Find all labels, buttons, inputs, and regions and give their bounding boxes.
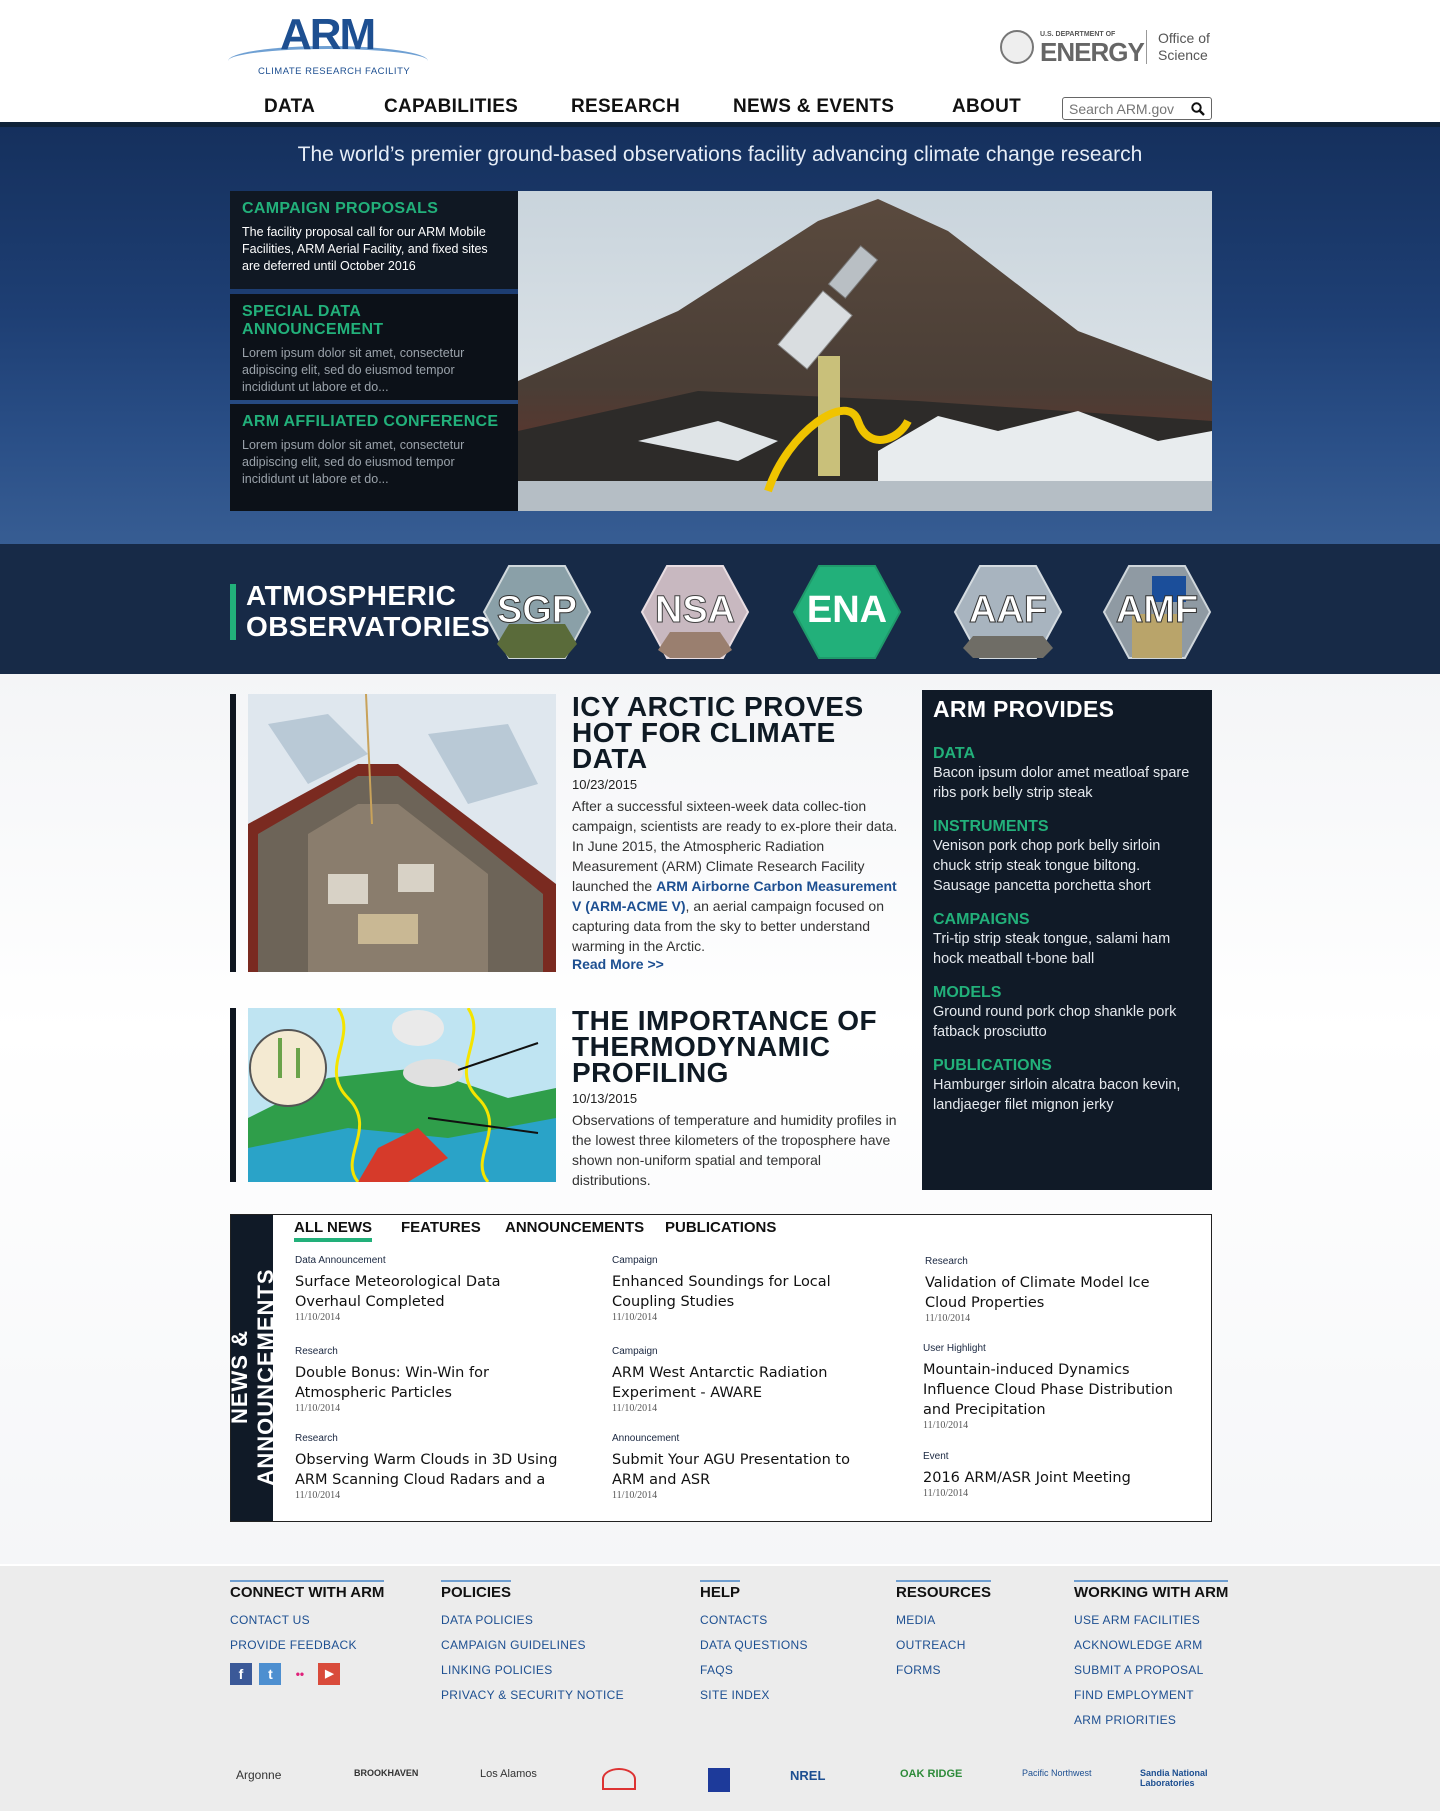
arm-acme-link[interactable]: ARM Airborne Carbon Measurement V (ARM-ACME V) [572, 878, 897, 914]
provides-item-models[interactable] [933, 984, 1201, 1042]
slide-text: Lorem ipsum dolor sit amet, consectetur adipiscing elit, sed do eiusmod tempor incididunt ut labore et do... [242, 346, 465, 394]
news-title[interactable]: Double Bonus: Win-Win for Atmospheric Particles [295, 1365, 489, 1401]
nav-about[interactable]: ABOUT [952, 96, 1022, 117]
news-item[interactable] [923, 1343, 1193, 1431]
partner-lab-logo-icon[interactable] [602, 1768, 636, 1790]
provides-text: Hamburger sirloin alcatra bacon kevin, landjaeger filet mignon jerky [933, 1077, 1181, 1113]
partner-labs [230, 1762, 1212, 1802]
site-aaf[interactable] [953, 564, 1063, 660]
news-title[interactable]: ARM West Antarctic Radiation Experiment - AWARE [612, 1365, 828, 1401]
news-item[interactable] [295, 1433, 565, 1501]
logo-subtitle: CLIMATE RESEARCH FACILITY [258, 66, 411, 77]
footer-link-contact-us[interactable]: CONTACT US [230, 1613, 310, 1627]
partner-los-alamos[interactable]: Los Alamos [480, 1768, 537, 1780]
article-accent-bar [230, 694, 236, 972]
news-item[interactable] [923, 1451, 1193, 1499]
site-header [0, 0, 1440, 124]
footer-link[interactable]: CONTACTS [700, 1613, 768, 1627]
footer-link[interactable]: SITE INDEX [700, 1688, 770, 1702]
footer-link[interactable]: ARM PRIORITIES [1074, 1713, 1177, 1727]
doe-divider [1146, 30, 1147, 64]
news-title[interactable]: Enhanced Soundings for Local Coupling Studies [612, 1274, 831, 1310]
tab-announcements[interactable]: ANNOUNCEMENTS [505, 1219, 645, 1236]
footer-col-help [700, 1580, 808, 1702]
site-label: NSA [654, 589, 736, 631]
footer-link[interactable]: FAQS [700, 1663, 734, 1677]
slide-title: SPECIAL DATA ANNOUNCEMENT [242, 303, 384, 338]
doe-logo[interactable] [1000, 28, 1215, 68]
news-date: 11/10/2014 [612, 1312, 658, 1323]
facebook-icon[interactable]: f [230, 1663, 252, 1685]
featured-article-1 [230, 691, 898, 972]
footer-link-feedback[interactable]: PROVIDE FEEDBACK [230, 1638, 357, 1652]
nav-research[interactable]: RESEARCH [571, 96, 681, 117]
partner-nrel[interactable]: NREL [790, 1768, 826, 1783]
footer-heading: WORKING WITH ARM [1074, 1580, 1228, 1601]
site-label: AAF [968, 589, 1048, 631]
news-item[interactable] [295, 1255, 565, 1323]
footer-col-policies [441, 1580, 624, 1702]
news-title[interactable]: Submit Your AGU Presentation to ARM and ASR [612, 1452, 850, 1488]
site-ena[interactable] [792, 564, 902, 660]
search-box [1062, 97, 1212, 120]
news-item[interactable] [612, 1346, 882, 1414]
footer-link[interactable]: FORMS [896, 1663, 941, 1677]
provides-item-publications[interactable] [933, 1057, 1201, 1115]
slide-text: Lorem ipsum dolor sit amet, consectetur adipiscing elit, sed do eiusmod tempor incididunt ut labore et do... [242, 438, 465, 486]
partner-argonne[interactable]: Argonne [236, 1768, 282, 1782]
news-category: Event [923, 1451, 949, 1462]
doe-energy: ENERGY [1040, 37, 1144, 67]
twitter-icon[interactable]: t [259, 1663, 281, 1685]
article-text: Observations of temperature and humidity profiles in the lowest three kilometers of the troposphere have shown non-uniform spatial and temporal distributions. [572, 1112, 897, 1188]
hero-tagline: The world’s premier ground-based observations facility advancing climate change research [297, 143, 1143, 166]
news-title[interactable]: Validation of Climate Model Ice Cloud Properties [925, 1275, 1150, 1311]
partner-pnnl[interactable]: Pacific Northwest [1022, 1768, 1092, 1778]
hero-image[interactable] [518, 191, 1212, 511]
social-links [230, 1663, 384, 1687]
provides-label: DATA [933, 745, 976, 762]
footer-link[interactable]: MEDIA [896, 1613, 936, 1627]
hero-section [0, 127, 1440, 544]
site-sgp[interactable] [482, 564, 592, 660]
article-title[interactable]: ICY ARCTIC PROVES HOT FOR CLIMATE DATA [572, 691, 864, 774]
article-body [572, 691, 902, 972]
article-text [572, 796, 902, 956]
site-label: AMF [1115, 589, 1199, 631]
news-category: Announcement [612, 1433, 680, 1444]
slide-special-data[interactable] [230, 294, 518, 400]
news-title[interactable]: Surface Meteorological Data Overhaul Completed [295, 1274, 501, 1310]
tab-all-news[interactable]: ALL NEWS [294, 1219, 372, 1242]
news-date: 11/10/2014 [295, 1403, 341, 1414]
article-body [572, 1005, 902, 1190]
news-item[interactable] [612, 1433, 882, 1501]
provides-label: MODELS [933, 984, 1002, 1001]
partner-lab-logo-icon[interactable] [708, 1768, 730, 1792]
article-date: 10/23/2015 [572, 777, 638, 792]
news-announcements [227, 1214, 1212, 1522]
news-date: 11/10/2014 [612, 1403, 658, 1414]
footer-heading: RESOURCES [896, 1580, 991, 1601]
site-amf[interactable] [1102, 564, 1212, 660]
article-date: 10/13/2015 [572, 1091, 638, 1106]
tab-publications[interactable]: PUBLICATIONS [665, 1219, 777, 1236]
news-date: 11/10/2014 [923, 1488, 969, 1499]
footer-link[interactable]: SUBMIT A PROPOSAL [1074, 1663, 1204, 1677]
footer-link[interactable]: ACKNOWLEDGE ARM [1074, 1638, 1203, 1652]
news-item[interactable] [295, 1346, 565, 1414]
slide-affiliated-conference[interactable] [230, 404, 518, 511]
news-category: Research [925, 1256, 968, 1267]
footer-link[interactable]: USE ARM FACILITIES [1074, 1613, 1201, 1627]
site-label: SGP [496, 589, 578, 631]
footer-heading: CONNECT WITH ARM [230, 1580, 384, 1601]
news-date: 11/10/2014 [295, 1312, 341, 1323]
footer-heading: POLICIES [441, 1580, 511, 1601]
search-icon[interactable] [1191, 102, 1205, 116]
footer-col-connect [230, 1580, 384, 1687]
nav-data[interactable]: DATA [264, 96, 316, 117]
logo-word: ARM [280, 10, 375, 59]
footer-link[interactable]: CAMPAIGN GUIDELINES [441, 1638, 586, 1652]
news-category: Campaign [612, 1346, 658, 1357]
provides-item-campaigns[interactable] [933, 911, 1201, 969]
news-date: 11/10/2014 [925, 1313, 971, 1324]
news-title[interactable]: Observing Warm Clouds in 3D Using ARM Scanning Cloud Radars and a [295, 1452, 558, 1488]
search-input[interactable] [1069, 100, 1184, 118]
article-text-before: After a successful sixteen-week data collec-tion campaign, scientists are ready to ex-plore their data. In June 2015, the Atmospheric Radiation Measurement (ARM) Climate Research Facility launched the [572, 798, 898, 894]
slide-title: ARM AFFILIATED CONFERENCE [242, 413, 499, 430]
news-date: 11/10/2014 [295, 1490, 341, 1501]
article-accent-bar [230, 1008, 236, 1182]
footer-link[interactable]: PRIVACY & SECURITY NOTICE [441, 1688, 624, 1702]
article-title[interactable]: THE IMPORTANCE OF THERMODYNAMIC PROFILING [572, 1005, 878, 1088]
provides-item-instruments[interactable] [933, 818, 1201, 896]
arm-logo[interactable] [228, 10, 428, 82]
nav-capabilities[interactable]: CAPABILITIES [384, 96, 519, 117]
footer-heading: HELP [700, 1580, 740, 1601]
read-more-link[interactable]: Read More >> [572, 956, 664, 972]
site-label: ENA [806, 589, 888, 631]
news-item[interactable] [925, 1256, 1195, 1324]
slide-text: The facility proposal call for our ARM Mobile Facilities, ARM Aerial Facility, and fixed sites are deferred until October 2016 [242, 225, 488, 273]
featured-article-2 [230, 1005, 897, 1188]
news-category: User Highlight [923, 1343, 986, 1354]
doe-office: Office of Science [1158, 30, 1210, 63]
provides-label: INSTRUMENTS [933, 818, 1049, 835]
partner-sandia[interactable]: Sandia National Laboratories [1140, 1768, 1208, 1788]
news-date: 11/10/2014 [612, 1490, 658, 1501]
article-image-profiling-diagram[interactable] [248, 1008, 556, 1182]
slide-title: CAMPAIGN PROPOSALS [242, 200, 439, 217]
partner-brookhaven[interactable]: BROOKHAVEN [354, 1768, 419, 1778]
hero-slides [230, 191, 518, 511]
provides-label: PUBLICATIONS [933, 1057, 1052, 1074]
news-category: Campaign [612, 1255, 658, 1266]
youtube-icon[interactable]: ▶ [318, 1663, 340, 1685]
site-nsa[interactable] [640, 564, 750, 660]
partner-oak-ridge[interactable]: OAK RIDGE [900, 1768, 963, 1780]
flickr-icon[interactable]: •• [289, 1663, 311, 1685]
article-text-after: , an aerial campaign focused on capturing data from the sky to better understand warming in the Arctic. [572, 898, 885, 954]
news-date: 11/10/2014 [923, 1420, 969, 1431]
provides-text: Bacon ipsum dolor amet meatloaf spare ribs pork belly strip steak [933, 765, 1190, 801]
news-item[interactable] [612, 1255, 882, 1323]
slide-campaign-proposals[interactable] [230, 191, 518, 289]
tab-features[interactable]: FEATURES [401, 1219, 481, 1236]
provides-text: Ground round pork chop shankle pork fatback prosciutto [933, 1004, 1177, 1040]
news-category: Research [295, 1346, 338, 1357]
provides-text: Tri-tip strip steak tongue, salami ham hock meatball t-bone ball [933, 931, 1171, 967]
footer-col-working [1074, 1580, 1228, 1727]
news-side-label [227, 1215, 278, 1521]
provides-title: ARM PROVIDES [933, 696, 1115, 722]
nav-news-events[interactable]: NEWS & EVENTS [733, 96, 895, 117]
instrument-photo [518, 191, 1212, 511]
news-side-title: NEWS & ANNOUNCEMENTS [227, 1268, 278, 1486]
news-category: Research [295, 1433, 338, 1444]
doe-department: U.S. DEPARTMENT OF [1040, 31, 1116, 38]
footer-link[interactable]: DATA POLICIES [441, 1613, 534, 1627]
observatories-bar [0, 544, 1440, 674]
provides-label: CAMPAIGNS [933, 911, 1030, 928]
news-title[interactable]: 2016 ARM/ASR Joint Meeting [923, 1470, 1131, 1486]
site-footer [0, 1566, 1440, 1811]
provides-item-data[interactable] [933, 745, 1201, 803]
doe-seal-icon [1000, 30, 1034, 64]
news-title[interactable]: Mountain-induced Dynamics Influence Cloud Phase Distribution and Precipitation [923, 1362, 1173, 1418]
footer-link[interactable]: DATA QUESTIONS [700, 1638, 808, 1652]
footer-link[interactable]: LINKING POLICIES [441, 1663, 553, 1677]
obs-accent [230, 584, 236, 640]
footer-col-resources [896, 1580, 991, 1677]
provides-text: Venison pork chop pork belly sirloin chuck strip steak tongue biltong. Sausage pancetta porchetta short [933, 838, 1161, 894]
obs-title-line2: OBSERVATORIES [246, 611, 491, 642]
arm-provides-panel [922, 690, 1212, 1190]
obs-title-line1: ATMOSPHERIC [246, 580, 457, 611]
observatories-title [246, 580, 490, 642]
main-nav [0, 90, 1440, 124]
news-category: Data Announcement [295, 1255, 386, 1266]
article-image-icebreaker[interactable] [248, 694, 556, 972]
footer-link[interactable]: OUTREACH [896, 1638, 966, 1652]
footer-link[interactable]: FIND EMPLOYMENT [1074, 1688, 1194, 1702]
